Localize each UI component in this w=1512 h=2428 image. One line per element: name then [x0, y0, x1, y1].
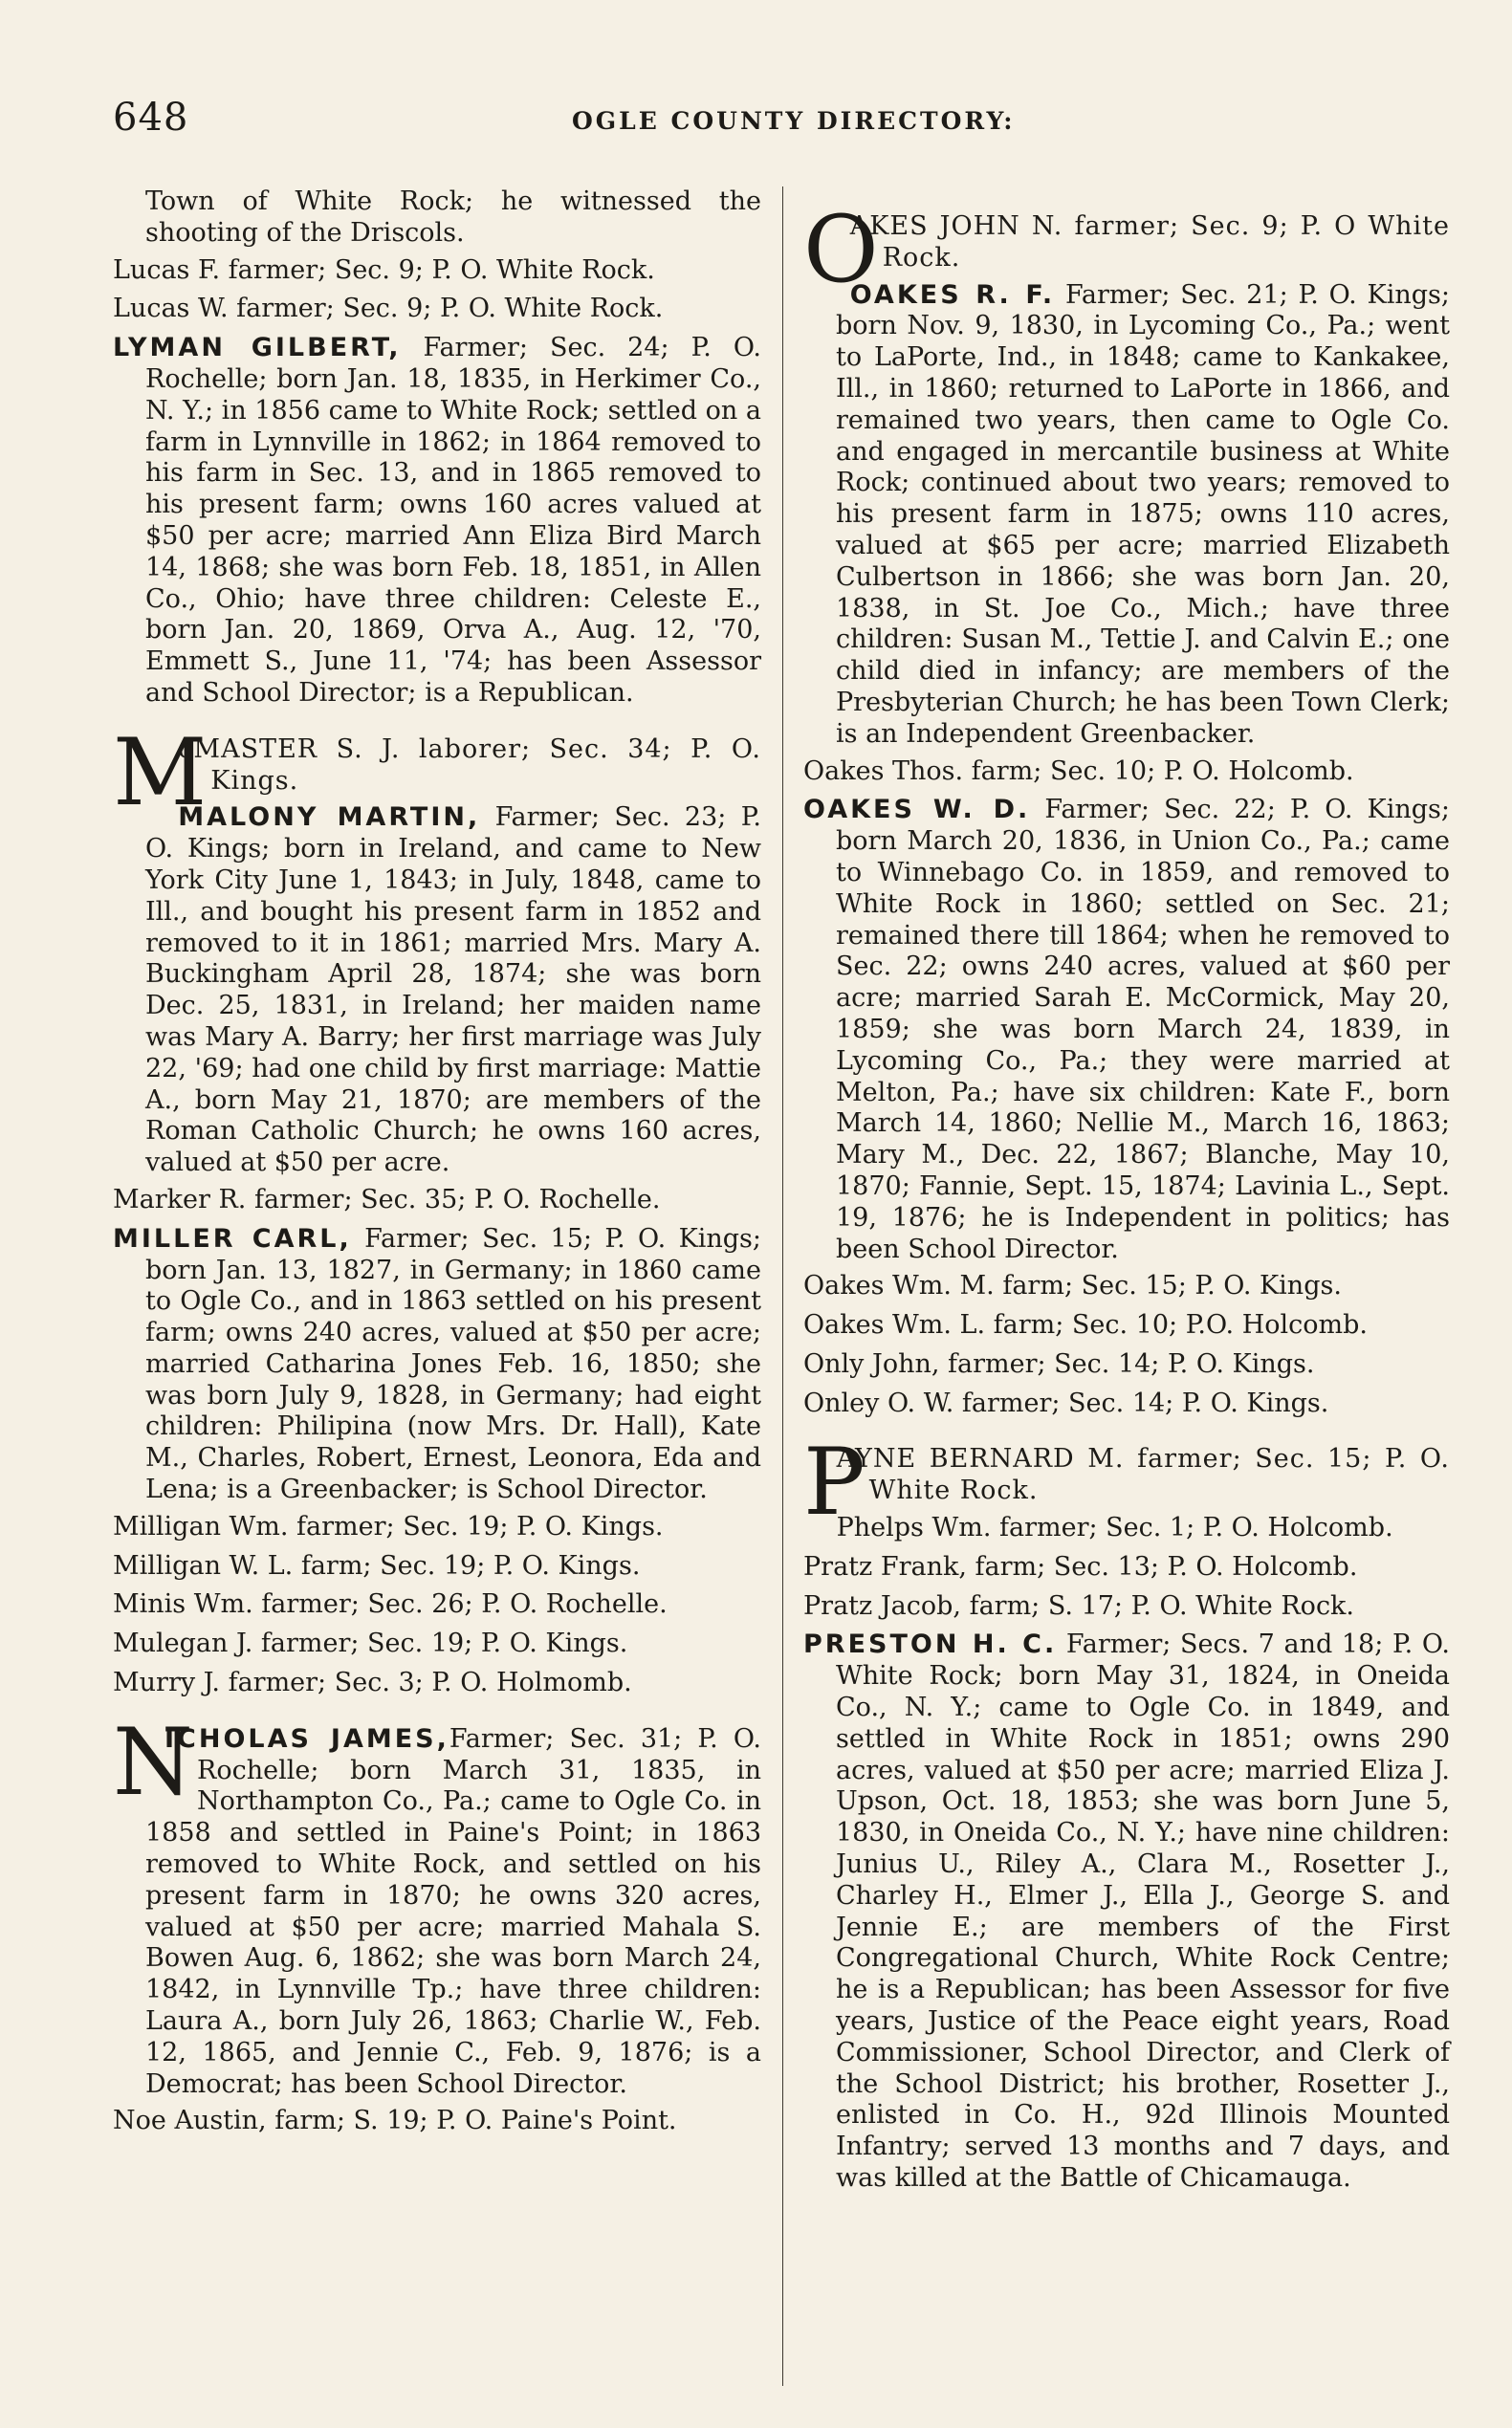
directory-entry	[113, 1224, 761, 1506]
directory-entry	[113, 1512, 761, 1543]
directory-entry	[113, 255, 761, 287]
entry-text: Farmer; Sec. 31; P. O. Rochelle; born March 31, 1835, in Northampton Co., Pa.; came to Ogle Co. in 1858 and settled in Paine's Point; in 1863 removed to White Rock, and settled on his present farm in 1870; he owns 320 acres, valued at $50 per acre; married Mahala S. Bowen Aug. 6, 1862; she was born March 24, 1842, in Lynnville Tp.; have three children: Laura A., born July 26, 1863; Charlie W., Feb. 12, 1865, and Jennie C., Feb. 9, 1876; is a Democrat; has been School Director.	[145, 1723, 761, 2099]
entry-text: Town of White Rock; he witnessed the shooting of the Driscols.	[145, 186, 761, 248]
entry-text: Farmer; Sec. 22; P. O. Kings; born March 20, 1836, in Union Co., Pa.; came to Winnebago Co. in 1859, and removed to White Rock in 1860; settled on Sec. 21; remained there till 1864; when he removed to Sec. 22; owns 240 acres, valued at $60 per acre; married Sarah E. McCormick, May 20, 1859; she was born March 24, 1839, in Lycoming Co., Pa.; they were married at Melton, Pa.; have six children: Kate F., born March 14, 1860; Nellie M., March 16, 1863; Mary M., Dec. 22, 1867; Blanche, May 10, 1870; Fannie, Sept. 15, 1874; Lavinia L., Sept. 19, 1876; he is Independent in politics; has been School Director.	[836, 795, 1450, 1264]
entry-text: Oakes Wm. L. farm; Sec. 10; P.O. Holcomb.	[803, 1310, 1368, 1341]
entry-text: Milligan W. L. farm; Sec. 19; P. O. Kings.	[113, 1550, 641, 1581]
entry-text: Noe Austin, farm; S. 19; P. O. Paine's Point.	[113, 2106, 677, 2136]
directory-entry	[113, 802, 761, 1179]
page-number: 648	[113, 96, 189, 140]
entry-text: Marker R. farmer; Sec. 35; P. O. Rochelle.	[113, 1184, 661, 1214]
entry-name: MILLER CARL,	[113, 1223, 352, 1254]
directory-entry	[803, 1349, 1450, 1381]
entry-text: Farmer; Sec. 24; P. O. Rochelle; born Jan. 18, 1835, in Herkimer Co., N. Y.; in 1856 came to White Rock; settled on a farm in Lynnville in 1862; in 1864 removed to his farm in Sec. 13, and in 1865 removed to his present farm; owns 160 acres valued at $50 per acre; married Ann Eliza Bird March 14, 1868; she was born Feb. 18, 1851, in Allen Co., Ohio; have three children: Celeste E., born Jan. 20, 1869, Orva A., Aug. 12, '70, Emmett S., June 11, '74; has been Assessor and School Director; is a Republican.	[145, 333, 762, 708]
directory-entry	[803, 795, 1450, 1265]
entry-name: PRESTON H. C.	[803, 1630, 1058, 1660]
directory-entry	[803, 1630, 1450, 2194]
directory-entry	[113, 1629, 761, 1660]
directory-entry	[113, 1551, 761, 1583]
entry-text: Phelps Wm. farmer; Sec. 1; P. O. Holcomb.	[836, 1513, 1393, 1543]
entry-text: Murry J. farmer; Sec. 3; P. O. Holmomb.	[113, 1668, 632, 1698]
directory-entry	[113, 1185, 761, 1216]
directory-entry	[803, 756, 1450, 788]
directory-entry	[113, 294, 761, 325]
directory-entry	[113, 1589, 761, 1621]
directory-entry	[113, 2106, 761, 2137]
entry-text: Farmer; Sec. 21; P. O. Kings; born Nov. 9, 1830, in Lycoming Co., Pa.; went to LaPorte, Ind., in 1848; came to Kankakee, Ill., in 1860; returned to LaPorte in 1866, and remained two years, then came to Ogle Co. and engaged in mercantile business at White Rock; continued about two years; removed to his present farm in 1875; owns 110 acres, valued at $65 per acre; married Elizabeth Culbertson in 1866; she was born Jan. 20, 1838, in St. Joe Co., Mich.; have three children: Susan M., Tettie J. and Calvin E.; one child died in infancy; are members of the Presbyterian Church; he has been Town Clerk; is an Independent Greenbacker.	[836, 279, 1450, 749]
directory-entry	[803, 1389, 1450, 1420]
entry-name: ICHOLAS JAMES,	[164, 1723, 449, 1754]
entry-text: Oakes Wm. M. farm; Sec. 15; P. O. Kings.	[803, 1271, 1342, 1301]
entry-text: Milligan Wm. farmer; Sec. 19; P. O. Kings.	[113, 1511, 664, 1542]
column-divider	[782, 186, 783, 2386]
directory-entry	[113, 1668, 761, 1699]
right-column	[803, 186, 1450, 2200]
drop-cap-letter: N	[113, 1708, 193, 1816]
drop-cap-letter: M	[113, 718, 208, 826]
entry-text: cMASTER S. J. laborer; Sec. 34; P. O. Kings.	[178, 733, 761, 796]
directory-entry	[803, 1591, 1450, 1623]
page-header	[113, 96, 1442, 153]
entry-name: MALONY MARTIN,	[178, 802, 481, 833]
entry-text: Farmer; Sec. 23; P. O. Kings; born in Ireland, and came to New York City June 1, 1843; in July, 1848, came to Ill., and bought his present farm in 1852 and removed to it in 1861; married Mrs. Mary A. Buckingham April 28, 1874; she was born Dec. 25, 1831, in Ireland; her maiden name was Mary A. Barry; her first marriage was July 22, '69; had one child by first marriage: Mattie A., born May 21, 1870; are members of the Roman Catholic Church; he owns 160 acres, valued at $50 per acre.	[145, 802, 762, 1178]
entry-text: Minis Wm. farmer; Sec. 26; P. O. Rochelle.	[113, 1589, 668, 1620]
directory-entry	[113, 1708, 761, 2101]
entry-name: OAKES R. F.	[849, 279, 1056, 310]
entry-text: Only John, farmer; Sec. 14; P. O. Kings.	[803, 1348, 1315, 1379]
entry-text: Lucas W. farmer; Sec. 9; P. O. White Rock.	[113, 294, 664, 324]
directory-entry	[803, 1310, 1450, 1342]
entry-text: Oakes Thos. farm; Sec. 10; P. O. Holcomb.	[803, 755, 1354, 786]
entry-text: AYNE BERNARD M. farmer; Sec. 15; P. O. White Rock.	[836, 1444, 1450, 1506]
running-head: OGLE COUNTY DIRECTORY:	[572, 107, 1016, 135]
entry-text: Mulegan J. farmer; Sec. 19; P. O. Kings.	[113, 1629, 628, 1659]
entry-text: Pratz Frank, farm; Sec. 13; P. O. Holcomb.	[803, 1551, 1358, 1582]
entry-text: Onley O. W. farmer; Sec. 14; P. O. Kings.	[803, 1388, 1329, 1418]
entry-name: LYMAN GILBERT,	[113, 333, 402, 363]
directory-entry	[803, 1513, 1450, 1544]
entry-text: Lucas F. farmer; Sec. 9; P. O. White Rock.	[113, 254, 655, 285]
directory-entry	[113, 333, 761, 710]
entry-text: Farmer; Secs. 7 and 18; P. O. White Rock; born May 31, 1824, in Oneida Co., N. Y.; came to Ogle Co. in 1849, and settled in White Rock in 1851; owns 290 acres, valued at $50 per acre; married Eliza J. Upson, Oct. 18, 1853; she was born June 5, 1830, in Oneida Co., N. Y.; have nine children: Junius U., Riley A., Clara M., Rosetter J., Charley H., Elmer J., Ella J., George S. and Jennie E.; are members of the First Congregational Church, White Rock Centre; he is a Republican; has been Assessor for five years, Justice of the Peace eight years, Road Commissioner, School Director, and Clerk of the School District; his brother, Rosetter J., enlisted in Co. H., 92d Illinois Mounted Infantry; served 13 months and 7 days, and was killed at the Battle of Chicamauga.	[836, 1630, 1450, 2194]
entry-text: AKES JOHN N. farmer; Sec. 9; P. O White Rock.	[849, 211, 1450, 273]
directory-entry	[803, 1552, 1450, 1584]
entry-name: OAKES W. D.	[803, 795, 1031, 825]
directory-entry	[803, 280, 1450, 751]
entry-text: Pratz Jacob, farm; S. 17; P. O. White Rock.	[803, 1590, 1355, 1621]
directory-entry	[803, 1271, 1450, 1302]
drop-cap-letter: O	[803, 196, 879, 303]
directory-entry	[113, 186, 761, 250]
drop-cap-letter: P	[803, 1429, 866, 1537]
entry-text: Farmer; Sec. 15; P. O. Kings; born Jan. 13, 1827, in Germany; in 1860 came to Ogle Co., and in 1863 settled on his present farm; owns 240 acres, valued at $50 per acre; married Catharina Jones Feb. 16, 1850; she was born July 9, 1828, in Germany; had eight children: Philipina (now Mrs. Dr. Hall), Kate M., Charles, Robert, Ernest, Leonora, Eda and Lena; is a Greenbacker; is School Director.	[145, 1223, 762, 1505]
left-column	[113, 186, 761, 2145]
